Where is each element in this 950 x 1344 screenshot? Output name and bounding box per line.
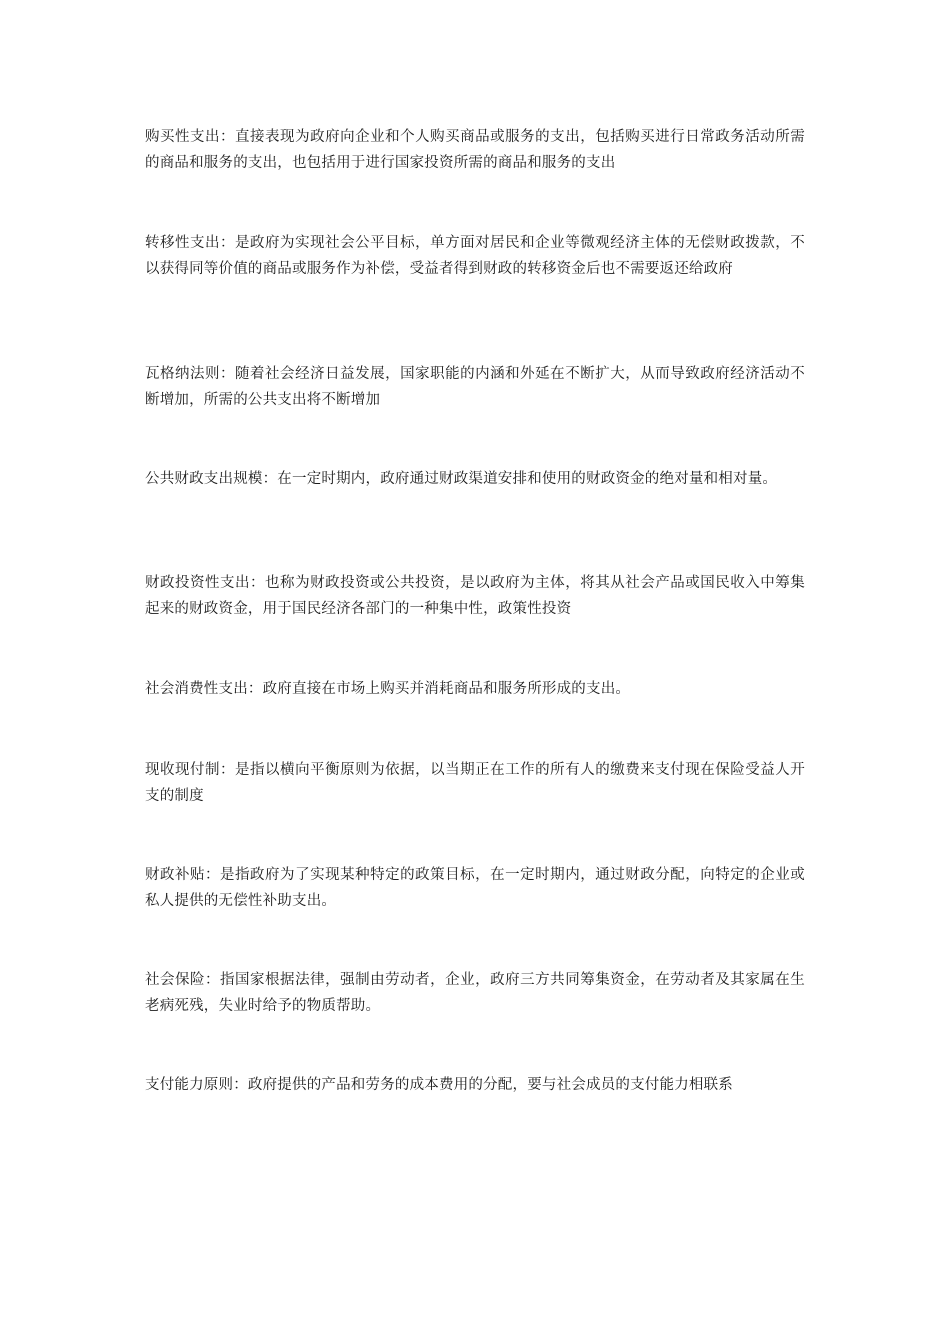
- definition-transfer-expenditure: 转移性支出：是政府为实现社会公平目标，单方面对居民和企业等微观经济主体的无偿财政拨款，不以获得同等价值的商品或服务作为补偿，受益者得到财政的转移资金后也不需要返还给政府: [145, 235, 805, 277]
- definition-public-expenditure-scale: 公共财政支出规模：在一定时期内，政府通过财政渠道安排和使用的财政资金的绝对量和相对量。: [145, 471, 778, 487]
- definition-purchase-expenditure: 购买性支出：直接表现为政府向企业和个人购买商品或服务的支出，包括购买进行日常政务活动所需的商品和服务的支出，也包括用于进行国家投资所需的商品和服务的支出: [145, 129, 805, 171]
- definition-ability-to-pay: 支付能力原则：政府提供的产品和劳务的成本费用的分配，要与社会成员的支付能力相联系: [145, 1077, 733, 1093]
- definition-fiscal-investment-expenditure: 财政投资性支出：也称为财政投资或公共投资，是以政府为主体，将其从社会产品或国民收入中筹集起来的财政资金，用于国民经济各部门的一种集中性，政策性投资: [145, 575, 805, 617]
- definition-wagners-law: 瓦格纳法则：随着社会经济日益发展，国家职能的内涵和外延在不断扩大，从而导致政府经济活动不断增加，所需的公共支出将不断增加: [145, 366, 805, 408]
- definition-fiscal-subsidy: 财政补贴：是指政府为了实现某种特定的政策目标，在一定时期内，通过财政分配，向特定的企业或私人提供的无偿性补助支出。: [145, 867, 805, 909]
- definition-social-insurance: 社会保险：指国家根据法律，强制由劳动者，企业，政府三方共同筹集资金，在劳动者及其家属在生老病死残，失业时给予的物质帮助。: [145, 972, 805, 1014]
- definition-pay-as-you-go: 现收现付制：是指以横向平衡原则为依据，以当期正在工作的所有人的缴费来支付现在保险受益人开支的制度: [145, 762, 805, 804]
- definition-social-consumption-expenditure: 社会消费性支出：政府直接在市场上购买并消耗商品和服务所形成的支出。: [145, 681, 631, 697]
